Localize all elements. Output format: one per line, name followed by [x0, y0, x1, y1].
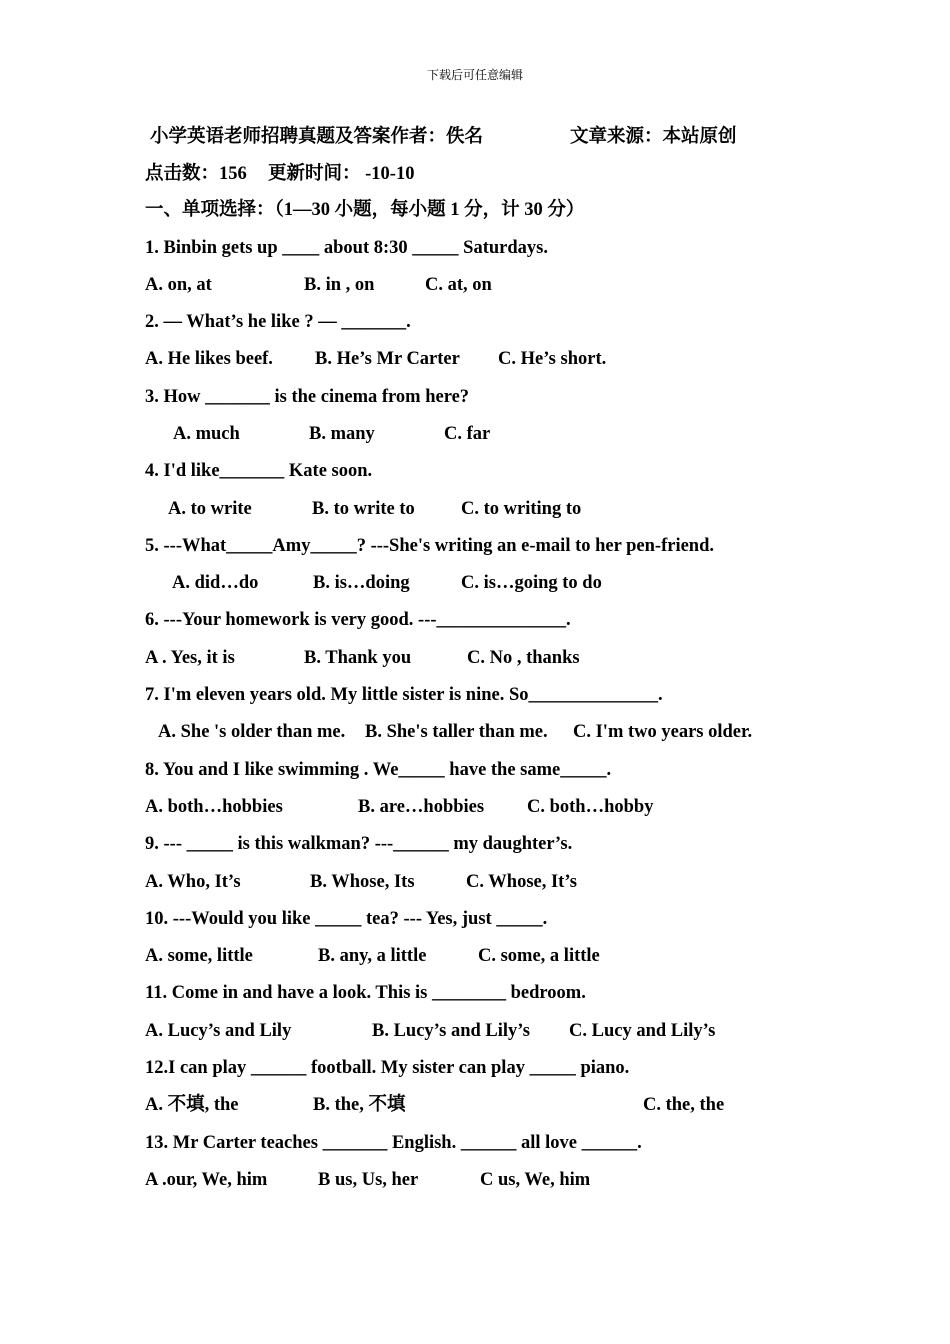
option-c: C. is…going to do: [461, 573, 602, 593]
option-a: A. She 's older than me.: [158, 722, 346, 742]
option-a: A . Yes, it is: [145, 648, 235, 668]
option-a: A. both…hobbies: [145, 797, 283, 817]
option-a: A. Lucy’s and Lily: [145, 1021, 292, 1041]
question-10: 10. ---Would you like _____ tea? --- Yes, just _____.: [145, 909, 548, 929]
option-c: C. Whose, It’s: [466, 872, 578, 892]
option-b: B. Thank you: [304, 648, 412, 668]
option-a: A. some, little: [145, 946, 253, 966]
question-11: 11. Come in and have a look. This is ________ bedroom.: [145, 983, 586, 1003]
option-c: C us, We, him: [480, 1170, 591, 1190]
option-c: C. He’s short.: [498, 349, 607, 369]
option-c: C. far: [444, 424, 491, 444]
question-4: 4. I'd like_______ Kate soon.: [145, 461, 373, 481]
question-5: 5. ---What_____Amy_____? ---She's writing an e-mail to her pen-friend.: [145, 536, 715, 556]
option-b: B. are…hobbies: [358, 797, 485, 817]
question-6: 6. ---Your homework is very good. ---______________.: [145, 610, 571, 630]
question-8: 8. You and I like swimming . We_____ have the same_____.: [145, 760, 612, 780]
option-c: C. to writing to: [461, 499, 582, 519]
option-c: C. the, the: [643, 1095, 725, 1115]
question-1: 1. Binbin gets up ____ about 8:30 _____ Saturdays.: [145, 238, 548, 258]
option-b: B. to write to: [312, 499, 415, 519]
option-b: B. Lucy’s and Lily’s: [372, 1021, 530, 1041]
option-c: C. No , thanks: [467, 648, 580, 668]
option-b: B. He’s Mr Carter: [315, 349, 460, 369]
option-b: B. is…doing: [313, 573, 410, 593]
option-a: A. Who, It’s: [145, 872, 241, 892]
option-b: B. Whose, Its: [310, 872, 415, 892]
option-a: A .our, We, him: [145, 1170, 268, 1190]
option-b: B. the, 不填: [313, 1095, 406, 1115]
click-count: 点击数：156: [145, 164, 247, 184]
option-c: C. some, a little: [478, 946, 600, 966]
option-a: A. 不填, the: [145, 1095, 239, 1115]
option-c: C. I'm two years older.: [573, 722, 753, 742]
question-7: 7. I'm eleven years old. My little sister is nine. So______________.: [145, 685, 663, 705]
question-12: 12.I can play ______ football. My sister can play _____ piano.: [145, 1058, 630, 1078]
option-c: C. Lucy and Lily’s: [569, 1021, 716, 1041]
update-time: 更新时间： -10-10: [268, 164, 415, 184]
article-title: 小学英语老师招聘真题及答案作者：佚名: [150, 127, 484, 147]
option-c: C. both…hobby: [527, 797, 654, 817]
option-b: B. She's taller than me.: [365, 722, 548, 742]
option-b: B. any, a little: [318, 946, 427, 966]
question-3: 3. How _______ is the cinema from here?: [145, 387, 470, 407]
question-2: 2. — What’s he like ? — _______.: [145, 312, 411, 332]
option-b: B. in , on: [304, 275, 375, 295]
question-9: 9. --- _____ is this walkman? ---______ my daughter’s.: [145, 834, 573, 854]
option-a: A. did…do: [172, 573, 259, 593]
option-a: A. He likes beef.: [145, 349, 273, 369]
section-heading: 一、单项选择：（1—30 小题，每小题 1 分，计 30 分）: [145, 200, 585, 220]
option-b: B. many: [309, 424, 375, 444]
option-b: B us, Us, her: [318, 1170, 419, 1190]
question-13: 13. Mr Carter teaches _______ English. ______ all love ______.: [145, 1133, 642, 1153]
article-source: 文章来源：本站原创: [570, 127, 737, 147]
option-a: A. on, at: [145, 275, 212, 295]
option-c: C. at, on: [425, 275, 492, 295]
page-header: 下载后可任意编辑: [426, 68, 523, 82]
option-a: A. much: [173, 424, 240, 444]
option-a: A. to write: [168, 499, 252, 519]
